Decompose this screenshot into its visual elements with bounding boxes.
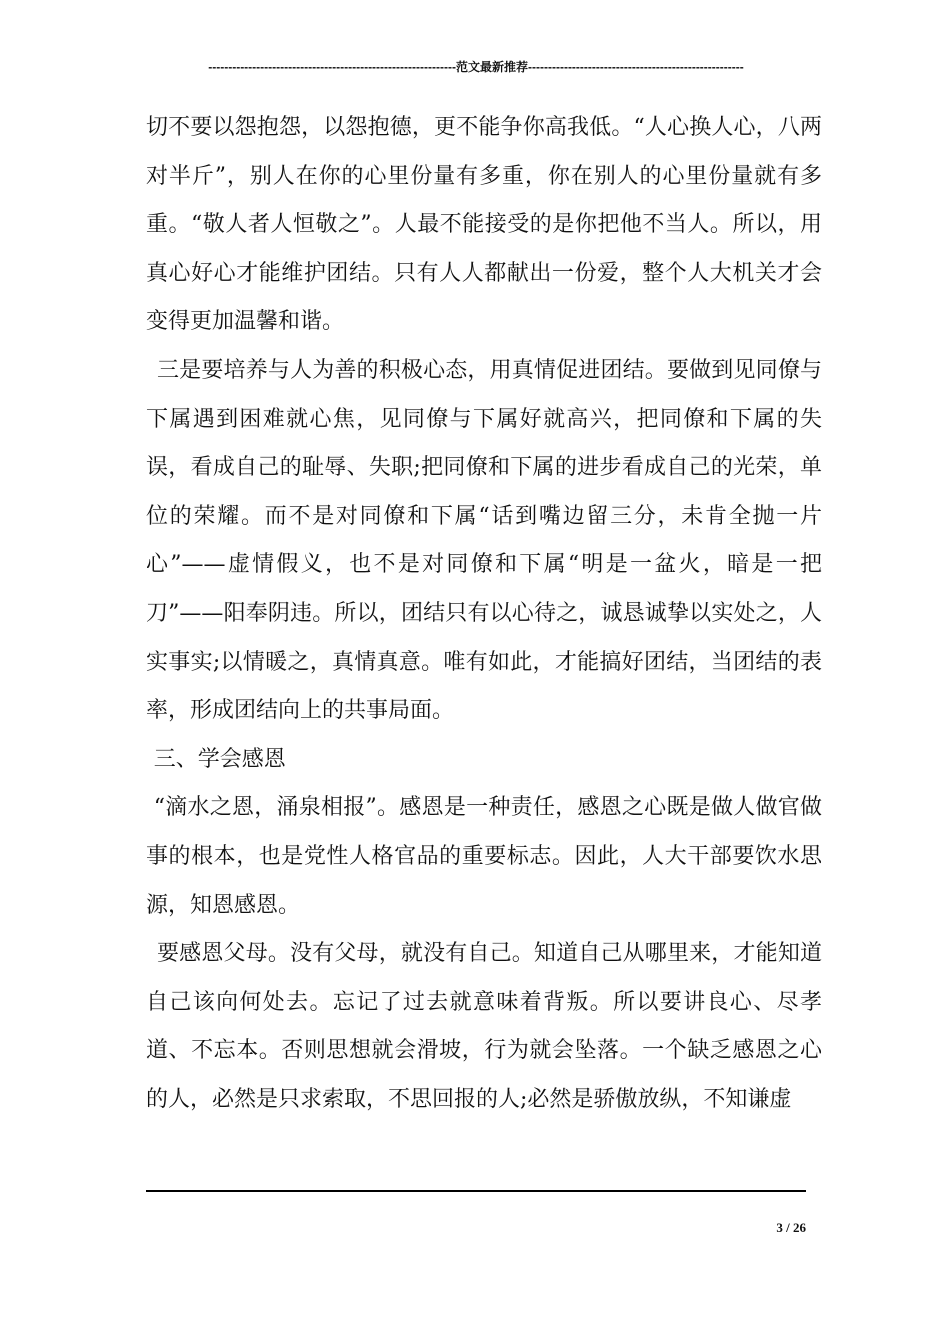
page-header: --------------------------------------------------------------范文最新推荐------------------------------------------------------ xyxy=(208,60,744,74)
paragraph-1: 切不要以怨抱怨，以怨抱德，更不能争你高我低。“人心换人心，八两对半斤”，别人在你的心里份量有多重，你在别人的心里份量就有多重。“敬人者人恒敬之”。人最不能接受的是你把他不当人。所以，用真心好心才能维护团结。只有人人都献出一份爱，整个人大机关才会变得更加温馨和谐。 xyxy=(146,115,822,335)
section-heading: 三、学会感恩 xyxy=(153,746,286,772)
footer-rule xyxy=(146,1190,806,1192)
paragraph-3: “滴水之恩，涌泉相报”。感恩是一种责任，感恩之心既是做人做官做事的根本，也是党性人格官品的重要标志。因此，人大干部要饮水思源，知恩感恩。 xyxy=(146,795,822,918)
paragraph-4: 要感恩父母。没有父母，就没有自己。知道自己从哪里来，才能知道自己该向何处去。忘记了过去就意味着背叛。所以要讲良心、尽孝道、不忘本。否则思想就会滑坡，行为就会坠落。一个缺乏感恩之心的人，必然是只求索取，不思回报的人;必然是骄傲放纵，不知谦虚 xyxy=(146,941,822,1112)
document-body xyxy=(146,104,822,1124)
paragraph-2: 三是要培养与人为善的积极心态，用真情促进团结。要做到见同僚与下属遇到困难就心焦，见同僚与下属好就高兴，把同僚和下属的失误，看成自己的耻辱、失职;把同僚和下属的进步看成自己的光荣，单位的荣耀。而不是对同僚和下属“话到嘴边留三分，未肯全抛一片心”——虚情假义，也不是对同僚和下属“明是一盆火，暗是一把刀”——阳奉阴违。所以，团结只有以心待之，诚恳诚挚以实处之，人实事实;以情暖之，真情真意。唯有如此，才能搞好团结，当团结的表率，形成团结向上的共事局面。 xyxy=(146,357,822,724)
page-number: 3 / 26 xyxy=(776,1220,806,1235)
